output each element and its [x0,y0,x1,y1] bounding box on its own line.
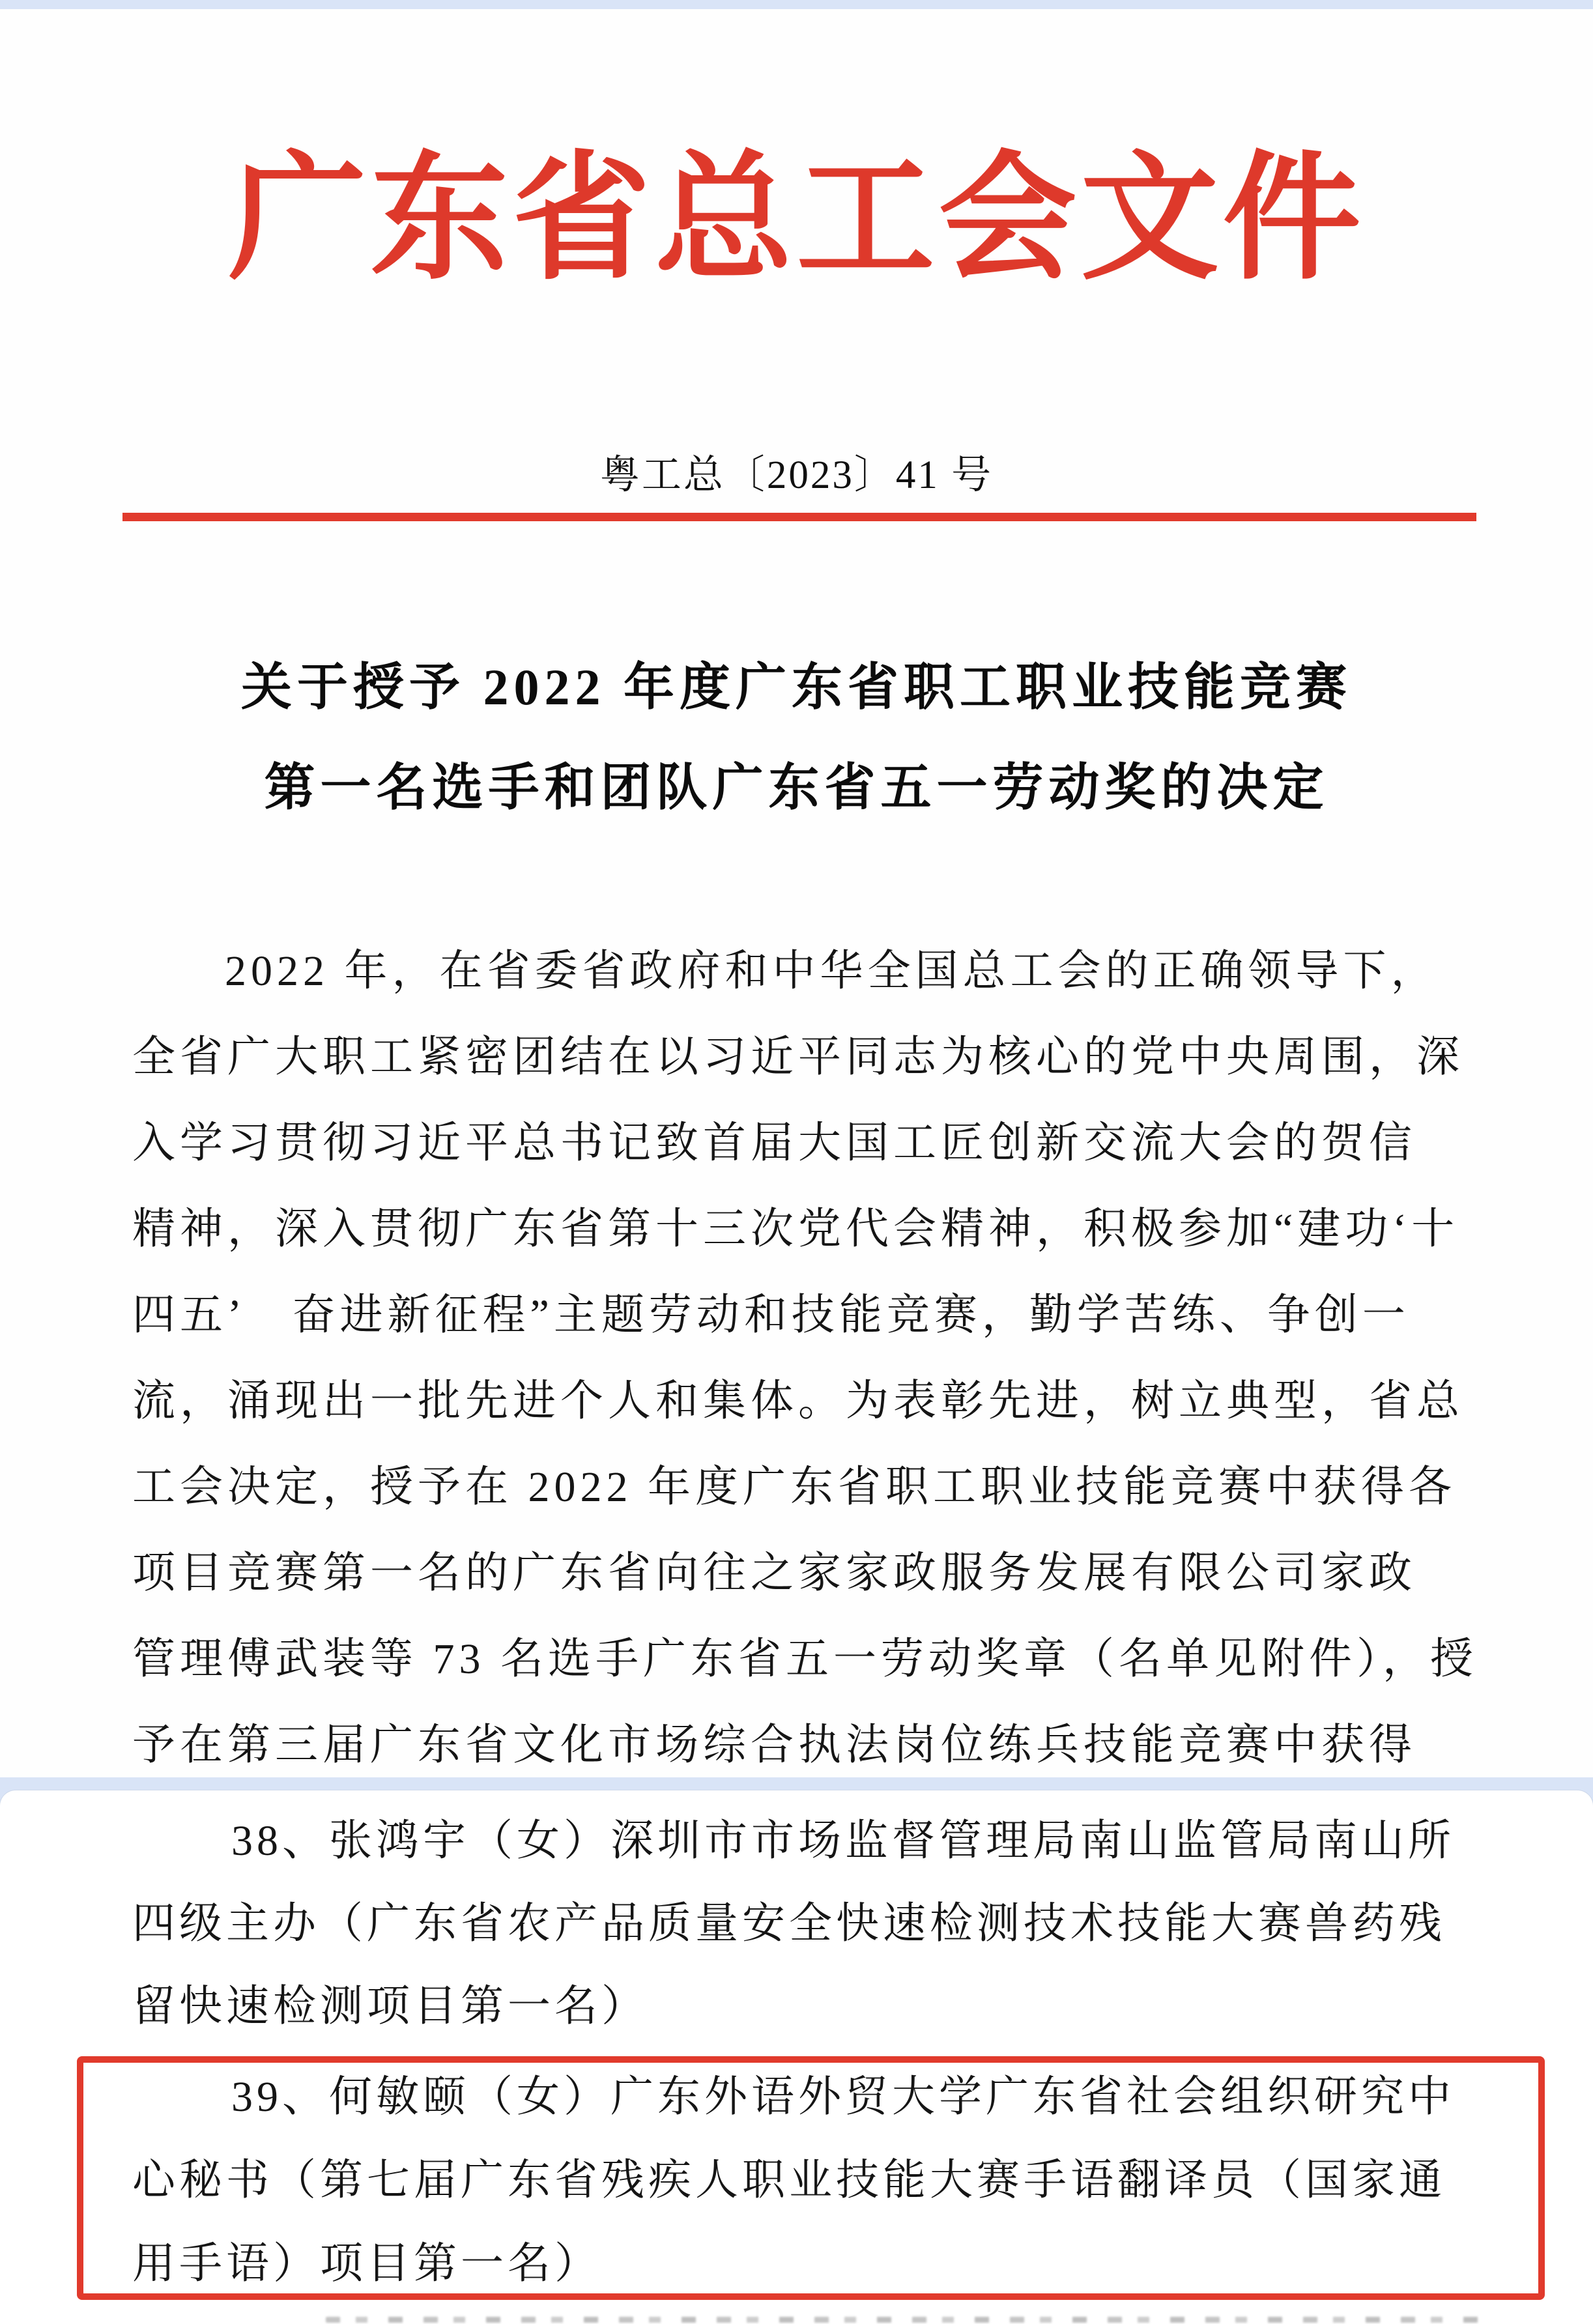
item-38-line-3: 留快速检测项目第一名） [132,1983,648,2030]
top-background-strip [0,0,1593,9]
item-39-line-3: 用手语）项目第一名） [132,2240,601,2288]
red-divider-rule [122,513,1476,521]
body-line-4: 精神，深入贯彻广东省第十三次党代会精神，积极参加“建功‘十 [132,1205,1459,1253]
body-line-3: 入学习贯彻习近平总书记致首届大国工匠创新交流大会的贺信 [132,1119,1416,1167]
item-38-line-2: 四级主办（广东省农产品质量安全快速检测技术技能大赛兽药残 [132,1900,1446,1947]
body-line-2: 全省广大职工紧密团结在以习近平同志为核心的党中央周围，深 [132,1033,1464,1081]
body-line-6: 流，涌现出一批先进个人和集体。为表彰先进，树立典型，省总 [132,1377,1464,1425]
decision-title-line-2: 第一名选手和团队广东省五一劳动奖的决定 [264,759,1329,816]
decision-title-line-1: 关于授予 2022 年度广东省职工职业技能竞赛 [240,659,1352,715]
doc-number: 粤工总〔2023〕41 号 [599,453,994,497]
cutoff-text-remnant [326,2317,1499,2323]
body-line-10: 予在第三届广东省文化市场综合执法岗位练兵技能竞赛中获得 [132,1721,1416,1769]
body-line-1: 2022 年，在省委省政府和中华全国总工会的正确领导下， [225,947,1439,995]
item-39-line-2: 心秘书（第七届广东省残疾人职业技能大赛手语翻译员（国家通 [132,2157,1446,2204]
item-38-line-1: 38、张鸿宇（女）深圳市市场监督管理局南山监管局南山所 [231,1817,1455,1865]
item-39-line-1: 39、何敏颐（女）广东外语外贸大学广东省社会组织研究中 [231,2073,1455,2121]
body-line-5: 四五’ 奋进新征程”主题劳动和技能竞赛，勤学苦练、争创一 [132,1291,1410,1339]
body-line-7: 工会决定，授予在 2022 年度广东省职工职业技能竞赛中获得各 [132,1463,1456,1511]
body-line-8: 项目竞赛第一名的广东省向往之家家政服务发展有限公司家政 [132,1549,1416,1597]
masthead-org-title: 广东省总工会文件 [228,143,1365,296]
body-line-9: 管理傅武装等 73 名选手广东省五一劳动奖章（名单见附件），授 [132,1635,1478,1683]
